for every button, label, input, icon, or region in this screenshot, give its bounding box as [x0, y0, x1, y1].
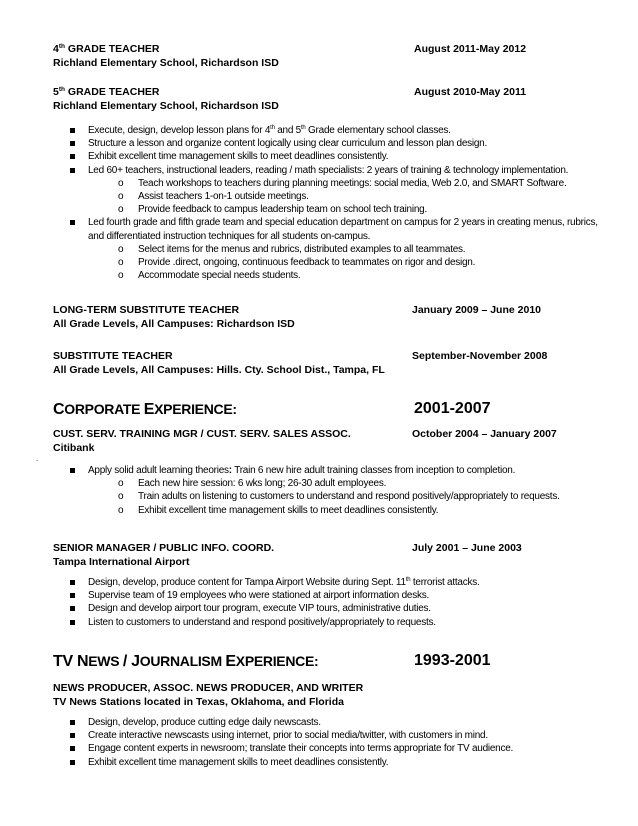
- job-title: CUST. SERV. TRAINING MGR / CUST. SERV. SALES ASSOC.: [53, 428, 351, 440]
- job-organization: All Grade Levels, All Campuses: Richardson ISD: [53, 318, 295, 330]
- square-bullet-icon: [70, 154, 75, 159]
- section-heading-corporate: [53, 398, 573, 420]
- section-title: CORPORATE EXPERIENCE:: [53, 401, 237, 418]
- square-bullet-icon: [70, 468, 75, 473]
- section-title: TV NEWS / JOURNALISM EXPERIENCE:: [53, 653, 319, 670]
- square-bullet-icon: [70, 606, 75, 611]
- sub-list-item: o Accommodate special needs students.: [118, 270, 301, 282]
- circle-bullet-icon: o: [118, 204, 124, 216]
- job-title: NEWS PRODUCER, ASSOC. NEWS PRODUCER, AND WRITER: [53, 682, 364, 694]
- job-organization: Richland Elementary School, Richardson ISD: [53, 57, 279, 69]
- list-item: Led 60+ teachers, instructional leaders, reading / math specialists: 2 years of training & technology implementation.: [67, 164, 627, 177]
- circle-bullet-icon: o: [118, 191, 124, 203]
- section-years: 1993-2001: [414, 652, 491, 669]
- job-title: SENIOR MANAGER / PUBLIC INFO. COORD.: [53, 542, 275, 554]
- job-dates: July 2001 – June 2003: [412, 542, 522, 554]
- list-item: Listen to customers to understand and respond positively/appropriately to requests.: [67, 616, 627, 629]
- list-item: Apply solid adult learning theories: Train 6 new hire adult training classes from inception to completion.: [67, 464, 627, 477]
- section-heading-tv-news: [53, 650, 573, 672]
- job-dates: September-November 2008: [412, 350, 548, 362]
- sub-list-item: o Select items for the menus and rubrics, distributed examples to all teammates.: [118, 243, 466, 255]
- section-years: 2001-2007: [414, 400, 491, 417]
- sub-list-item: o Each new hire session: 6 wks long; 26-30 adult employees.: [118, 478, 387, 490]
- job-organization: Citibank: [53, 442, 95, 454]
- list-item: Execute, design, develop lesson plans for 4th and 5th Grade elementary school classes.: [67, 124, 627, 137]
- job-substitute-teacher: [53, 349, 553, 377]
- job-title: 4th GRADE TEACHER: [53, 43, 160, 55]
- circle-bullet-icon: o: [118, 491, 124, 503]
- job-airport-bullets: [67, 576, 627, 629]
- square-bullet-icon: [70, 580, 75, 585]
- job-dates: August 2010-May 2011: [414, 86, 527, 98]
- job-dates: January 2009 – June 2010: [412, 304, 542, 316]
- list-item: Engage content experts in newsroom; translate their concepts into terms appropriate for TV audience.: [67, 742, 627, 755]
- job-organization: Tampa International Airport: [53, 556, 190, 568]
- job-organization: TV News Stations located in Texas, Oklahoma, and Florida: [53, 696, 344, 708]
- list-item: Design and develop airport tour program, execute VIP tours, administrative duties.: [67, 602, 627, 615]
- list-item: Exhibit excellent time management skills to meet deadlines consistently.: [67, 756, 627, 769]
- square-bullet-icon: [70, 746, 75, 751]
- list-item: Structure a lesson and organize content logically using clear curriculum and lesson plan design.: [67, 137, 627, 150]
- job-long-term-substitute: [53, 303, 553, 331]
- circle-bullet-icon: o: [118, 177, 124, 189]
- job-news-producer: [53, 681, 553, 709]
- square-bullet-icon: [70, 141, 75, 146]
- square-bullet-icon: [70, 620, 75, 625]
- list-item: Exhibit excellent time management skills to meet deadlines consistently.: [67, 150, 627, 163]
- list-item: Led fourth grade and fifth grade team and special education department on campus for 2 years in creating menus, rubrics, and differentiated instruction techniques for all students on-campus.: [67, 216, 627, 242]
- circle-bullet-icon: o: [118, 270, 124, 282]
- sub-list-item: o Teach workshops to teachers during planning meetings: social media, Web 2.0, and SMART Software.: [118, 177, 567, 189]
- square-bullet-icon: [70, 760, 75, 765]
- job-organization: All Grade Levels, All Campuses: Hills. Cty. School Dist., Tampa, FL: [53, 364, 385, 376]
- job-dates: October 2004 – January 2007: [412, 428, 557, 440]
- job-dates: August 2011-May 2012: [414, 43, 527, 55]
- sub-list-item: o Provide feedback to campus leadership team on school tech training.: [118, 204, 427, 216]
- list-item: Create interactive newscasts using internet, prior to social media/twitter, with customers in mind.: [67, 729, 627, 742]
- circle-bullet-icon: o: [118, 504, 124, 516]
- square-bullet-icon: [70, 720, 75, 725]
- job-citibank: [53, 427, 557, 455]
- circle-bullet-icon: o: [118, 257, 124, 269]
- circle-bullet-icon: o: [118, 243, 124, 255]
- job-title: 5th GRADE TEACHER: [53, 86, 160, 98]
- job-5th-grade-bullets: [67, 124, 627, 282]
- job-title: SUBSTITUTE TEACHER: [53, 350, 173, 362]
- job-4th-grade-teacher: [53, 42, 553, 70]
- job-title: LONG-TERM SUBSTITUTE TEACHER: [53, 304, 240, 316]
- sub-list-item: o Assist teachers 1-on-1 outside meetings.: [118, 191, 309, 203]
- sub-list-item: o Provide .direct, ongoing, continuous feedback to teammates on rigor and design.: [118, 257, 476, 269]
- sub-list-item: o Exhibit excellent time management skills to meet deadlines consistently.: [118, 504, 439, 516]
- circle-bullet-icon: o: [118, 478, 124, 490]
- square-bullet-icon: [70, 128, 75, 133]
- sub-list-item: o Train adults on listening to customers to understand and respond positively/appropriately to requests.: [118, 491, 560, 503]
- square-bullet-icon: [70, 220, 75, 225]
- list-item: Design, develop, produce content for Tampa Airport Website during Sept. 11th terrorist attacks.: [67, 576, 627, 589]
- square-bullet-icon: [70, 593, 75, 598]
- list-item: Supervise team of 19 employees who were stationed at airport information desks.: [67, 589, 627, 602]
- square-bullet-icon: [70, 733, 75, 738]
- job-5th-grade-teacher: [53, 85, 553, 113]
- stray-mark: .: [36, 454, 39, 463]
- job-tampa-airport: [53, 541, 553, 569]
- job-news-bullets: [67, 716, 627, 769]
- square-bullet-icon: [70, 168, 75, 173]
- job-organization: Richland Elementary School, Richardson ISD: [53, 100, 279, 112]
- list-item: Design, develop, produce cutting edge daily newscasts.: [67, 716, 627, 729]
- job-citibank-bullets: [67, 464, 627, 517]
